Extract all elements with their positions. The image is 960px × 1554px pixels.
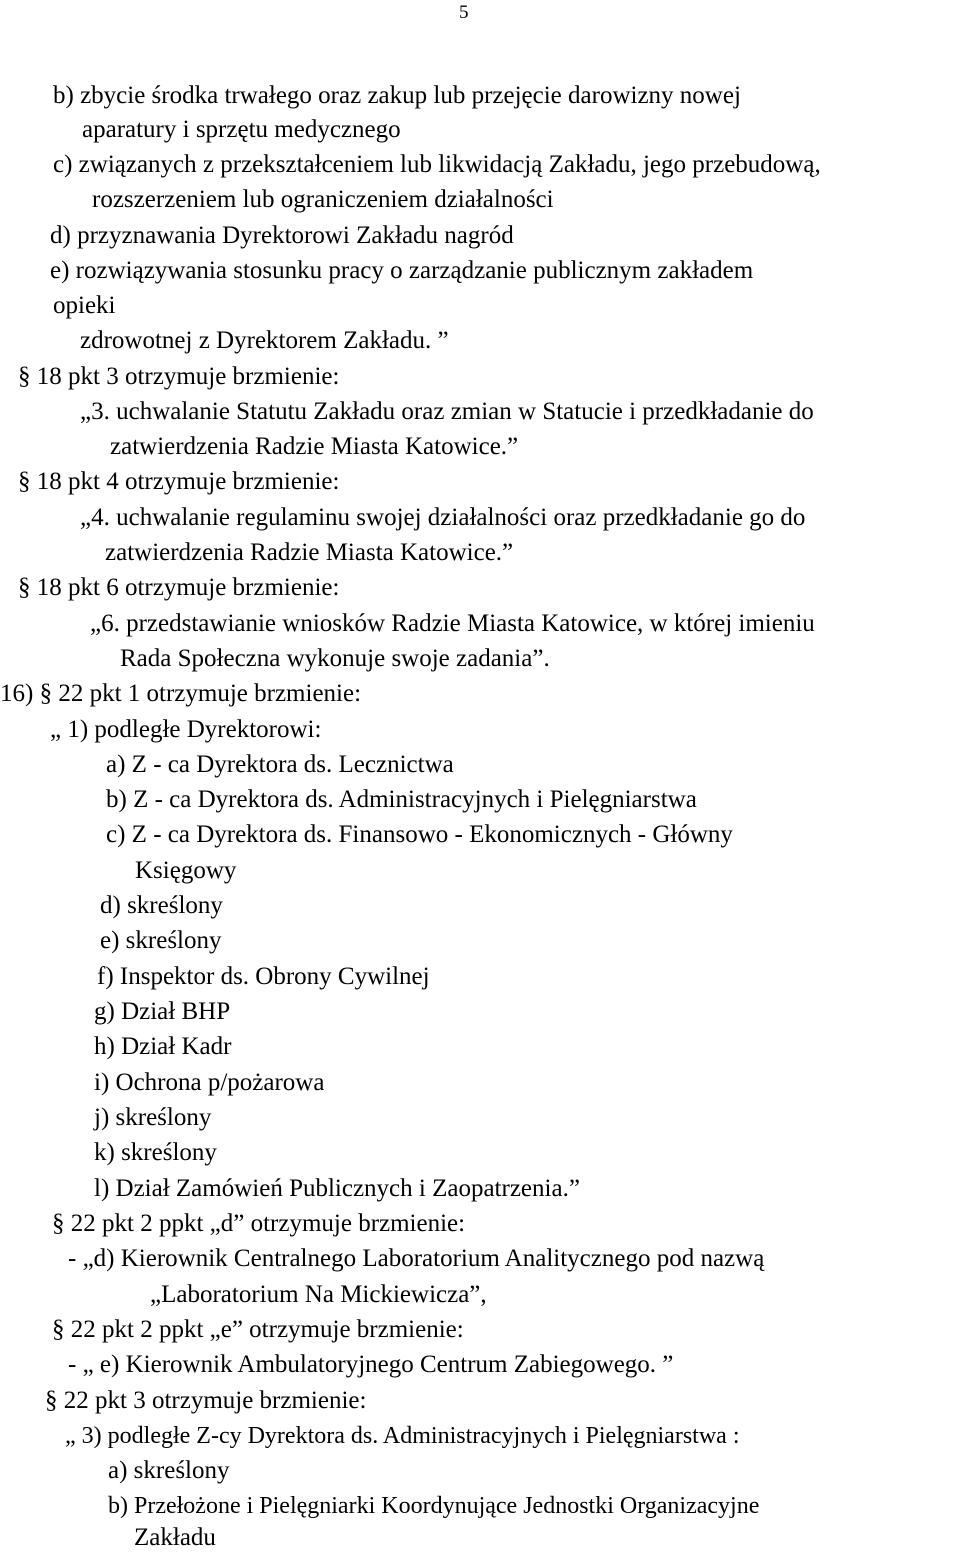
text-line: aparatury i sprzętu medycznego [82, 116, 401, 143]
text-line: i) Ochrona p/pożarowa [94, 1069, 325, 1096]
text-line: Księgowy [135, 857, 237, 884]
text-line: „4. uchwalanie regulaminu swojej działalności oraz przedkładanie go do [80, 504, 806, 531]
text-line: § 18 pkt 6 otrzymuje brzmienie: [18, 574, 340, 601]
text-line: a) Z - ca Dyrektora ds. Lecznictwa [106, 751, 454, 778]
text-line: e) rozwiązywania stosunku pracy o zarządzanie publicznym zakładem [50, 257, 754, 284]
text-line: d) skreślony [100, 892, 223, 919]
text-line: „ 3) podległe Z-cy Dyrektora ds. Administracyjnych i Pielęgniarstwa : [65, 1423, 740, 1449]
text-line: - „d) Kierownik Centralnego Laboratorium Analitycznego pod nazwą [68, 1245, 765, 1272]
text-line: Zakładu [134, 1524, 216, 1551]
text-line: d) przyznawania Dyrektorowi Zakładu nagród [50, 222, 514, 249]
text-line: zatwierdzenia Radzie Miasta Katowice.” [105, 539, 514, 566]
text-line: a) skreślony [108, 1457, 230, 1484]
text-line: opieki [53, 292, 116, 319]
text-line: - „ e) Kierownik Ambulatoryjnego Centrum Zabiegowego. ” [68, 1351, 674, 1378]
text-line: § 18 pkt 4 otrzymuje brzmienie: [18, 468, 340, 495]
text-line: b) Przełożone i Pielęgniarki Koordynujące Jednostki Organizacyjne [108, 1493, 760, 1519]
text-line: c) Z - ca Dyrektora ds. Finansowo - Ekonomicznych - Główny [106, 821, 733, 848]
text-line: e) skreślony [100, 927, 222, 954]
text-line: 16) § 22 pkt 1 otrzymuje brzmienie: [0, 680, 362, 707]
text-line: Rada Społeczna wykonuje swoje zadania”. [120, 645, 550, 672]
text-line: c) związanych z przekształceniem lub likwidacją Zakładu, jego przebudową, [53, 151, 821, 178]
text-line: „Laboratorium Na Mickiewicza”, [150, 1281, 487, 1308]
text-line: „6. przedstawianie wniosków Radzie Miasta Katowice, w której imieniu [90, 610, 815, 637]
text-line: zatwierdzenia Radzie Miasta Katowice.” [110, 433, 519, 460]
text-line: zdrowotnej z Dyrektorem Zakładu. ” [80, 327, 449, 354]
text-line: b) Z - ca Dyrektora ds. Administracyjnych i Pielęgniarstwa [106, 786, 697, 813]
text-line: b) zbycie środka trwałego oraz zakup lub przejęcie darowizny nowej [53, 82, 741, 109]
text-line: § 22 pkt 2 ppkt „e” otrzymuje brzmienie: [52, 1316, 464, 1343]
text-line: § 18 pkt 3 otrzymuje brzmienie: [18, 363, 340, 390]
text-line: l) Dział Zamówień Publicznych i Zaopatrzenia.” [94, 1175, 580, 1202]
text-line: f) Inspektor ds. Obrony Cywilnej [97, 963, 430, 990]
text-line: j) skreślony [94, 1104, 212, 1131]
text-line: g) Dział BHP [94, 998, 231, 1025]
text-line: „ 1) podległe Dyrektorowi: [50, 716, 322, 743]
page-number: 5 [459, 2, 469, 23]
text-line: § 22 pkt 3 otrzymuje brzmienie: [45, 1387, 367, 1414]
text-line: k) skreślony [94, 1139, 217, 1166]
text-line: „3. uchwalanie Statutu Zakładu oraz zmian w Statucie i przedkładanie do [80, 398, 814, 425]
text-line: § 22 pkt 2 ppkt „d” otrzymuje brzmienie: [52, 1210, 466, 1237]
text-line: rozszerzeniem lub ograniczeniem działalności [92, 186, 554, 213]
text-line: h) Dział Kadr [94, 1033, 232, 1060]
